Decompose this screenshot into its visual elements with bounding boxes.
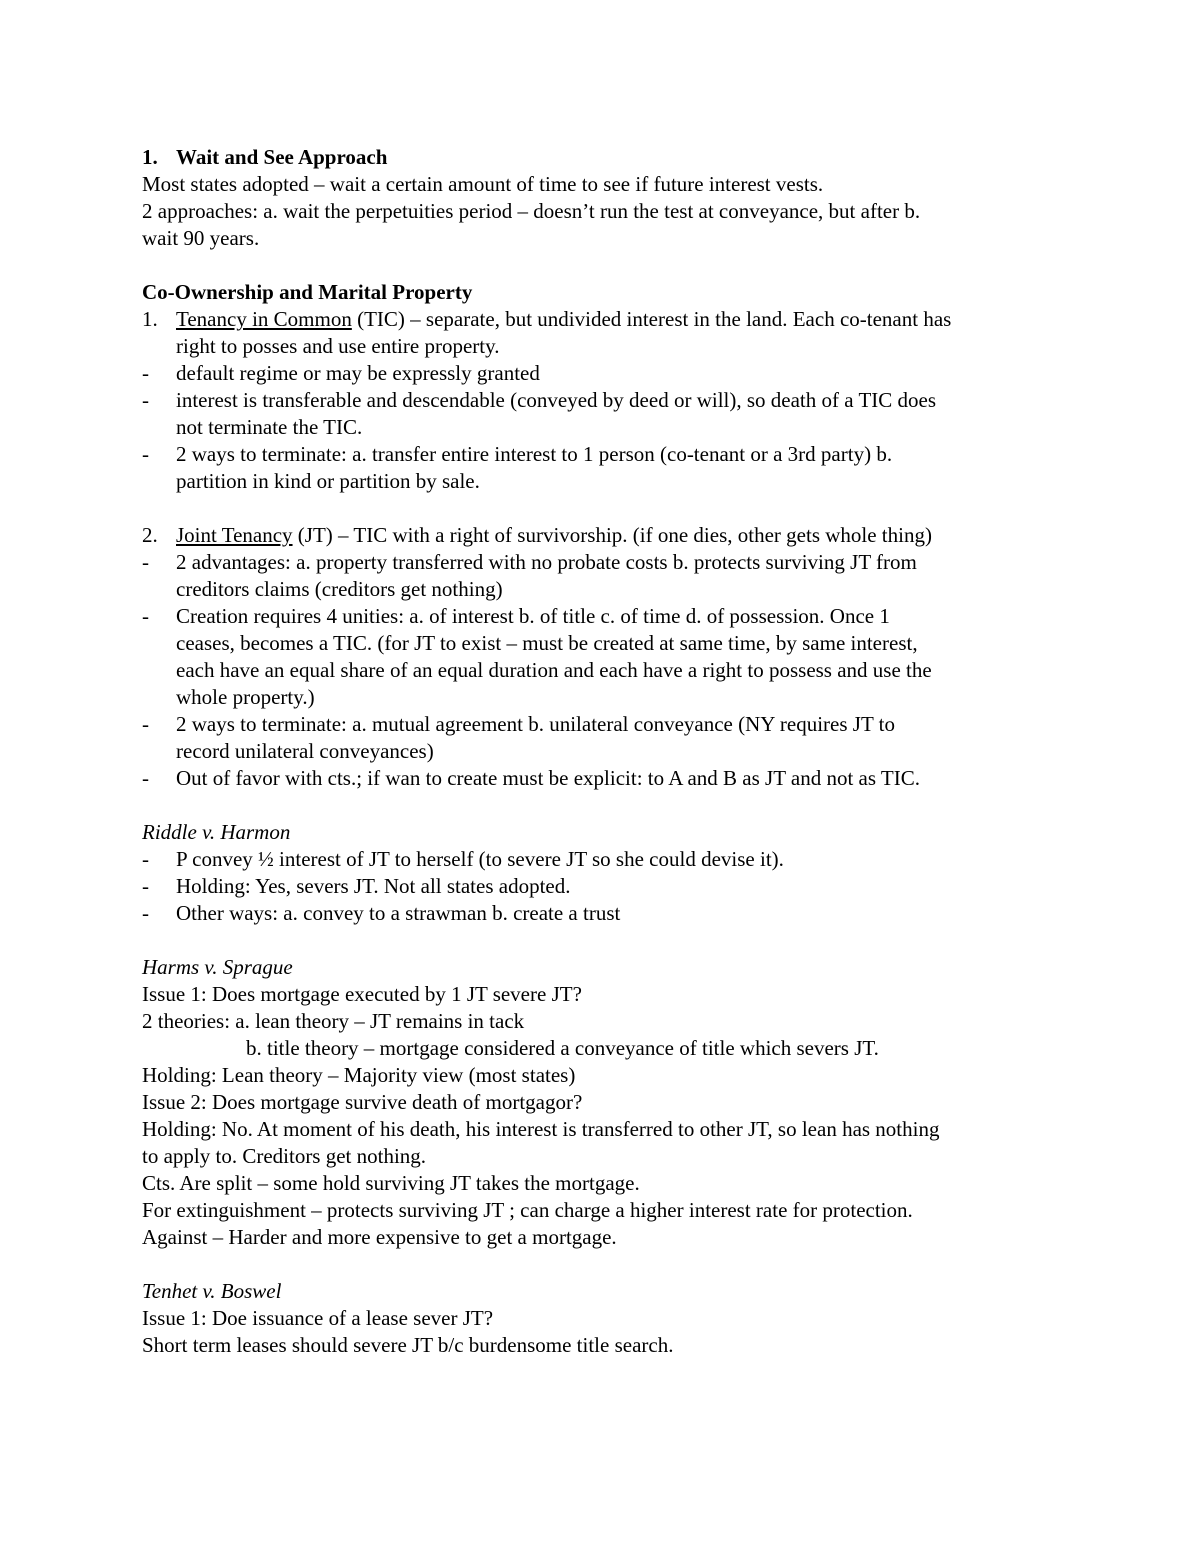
bullet-text: ceases, becomes a TIC. (for JT to exist – must be created at same time, by same interest,	[176, 631, 918, 655]
bullet-marker: -	[142, 766, 149, 790]
bullet-marker: -	[142, 604, 149, 628]
bullet-continuation	[142, 630, 1062, 657]
bullet-item	[142, 387, 1062, 414]
bullet-text: Other ways: a. convey to a strawman b. create a trust	[176, 901, 621, 925]
bullet-continuation	[142, 468, 1062, 495]
numbered-item-tic	[142, 306, 1062, 333]
bullet-text: 2 ways to terminate: a. transfer entire interest to 1 person (co-tenant or a 3rd party) b.	[176, 442, 893, 466]
bullet-marker: -	[142, 550, 149, 574]
item-number: 2.	[142, 523, 158, 547]
bullet-text: each have an equal share of an equal duration and each have a right to possess and use the	[176, 658, 932, 682]
tic-bullet-list	[142, 360, 1062, 495]
bullet-text: Out of favor with cts.; if wan to create must be explicit: to A and B as JT and not as TIC.	[176, 766, 921, 790]
paragraph-line: 2 approaches: a. wait the perpetuities period – doesn’t run the test at conveyance, but after b.	[142, 199, 921, 223]
paragraph-line: Most states adopted – wait a certain amount of time to see if future interest vests.	[142, 172, 824, 196]
riddle-bullet-list	[142, 846, 1062, 927]
document-page	[142, 144, 1062, 1359]
bullet-text: 2 ways to terminate: a. mutual agreement b. unilateral conveyance (NY requires JT to	[176, 712, 895, 736]
bullet-marker	[142, 738, 176, 765]
bullet-marker	[142, 657, 176, 684]
bullet-item	[142, 360, 1062, 387]
term-description: (JT) – TIC with a right of survivorship. (if one dies, other gets whole thing)	[292, 523, 932, 547]
paragraph-line: wait 90 years.	[142, 226, 260, 250]
bullet-text: not terminate the TIC.	[176, 415, 363, 439]
paragraph-line: For extinguishment – protects surviving JT ; can charge a higher interest rate for protection.	[142, 1198, 913, 1222]
paragraph-line: Issue 2: Does mortgage survive death of mortgagor?	[142, 1090, 583, 1114]
bullet-marker	[142, 684, 176, 711]
paragraph-line: Cts. Are split – some hold surviving JT takes the mortgage.	[142, 1171, 640, 1195]
bullet-item	[142, 765, 1062, 792]
bullet-marker: -	[142, 874, 149, 898]
bullet-marker: -	[142, 847, 149, 871]
bullet-item	[142, 873, 1062, 900]
bullet-marker	[142, 468, 176, 495]
bullet-continuation	[142, 576, 1062, 603]
case-title-harms: Harms v. Sprague	[142, 955, 293, 979]
bullet-item	[142, 549, 1062, 576]
jt-bullet-list	[142, 549, 1062, 792]
bullet-text: P convey ½ interest of JT to herself (to severe JT so she could devise it).	[176, 847, 784, 871]
bullet-marker: -	[142, 901, 149, 925]
paragraph-line: Holding: No. At moment of his death, his interest is transferred to other JT, so lean has nothing	[142, 1117, 940, 1141]
bullet-marker	[142, 414, 176, 441]
bullet-marker: -	[142, 442, 149, 466]
paragraph-line: 2 theories: a. lean theory – JT remains in tack	[142, 1009, 525, 1033]
term-joint-tenancy: Joint Tenancy	[176, 523, 293, 547]
bullet-item	[142, 441, 1062, 468]
paragraph-line: right to posses and use entire property.	[176, 334, 500, 358]
bullet-text: interest is transferable and descendable (conveyed by deed or will), so death of a TIC does	[176, 388, 937, 412]
paragraph-line: Against – Harder and more expensive to get a mortgage.	[142, 1225, 617, 1249]
heading-number: 1.	[142, 145, 158, 169]
bullet-text: 2 advantages: a. property transferred with no probate costs b. protects surviving JT from	[176, 550, 917, 574]
bullet-item	[142, 711, 1062, 738]
paragraph-line: Issue 1: Doe issuance of a lease sever JT?	[142, 1306, 494, 1330]
paragraph-line: b. title theory – mortgage considered a conveyance of title which severs JT.	[246, 1036, 879, 1060]
paragraph-line: Short term leases should severe JT b/c burdensome title search.	[142, 1333, 674, 1357]
bullet-item	[142, 900, 1062, 927]
bullet-text: whole property.)	[176, 685, 315, 709]
bullet-text: creditors claims (creditors get nothing)	[176, 577, 503, 601]
numbered-item-jt	[142, 522, 1062, 549]
bullet-marker: -	[142, 388, 149, 412]
bullet-marker: -	[142, 361, 149, 385]
bullet-continuation	[142, 738, 1062, 765]
paragraph-line: Issue 1: Does mortgage executed by 1 JT severe JT?	[142, 982, 582, 1006]
bullet-continuation	[142, 684, 1062, 711]
bullet-item	[142, 603, 1062, 630]
bullet-text: record unilateral conveyances)	[176, 739, 434, 763]
bullet-marker	[142, 630, 176, 657]
section-heading-co-ownership: Co-Ownership and Marital Property	[142, 280, 473, 304]
bullet-marker: -	[142, 712, 149, 736]
bullet-continuation	[142, 657, 1062, 684]
item-number: 1.	[142, 307, 158, 331]
bullet-marker	[142, 576, 176, 603]
term-description: (TIC) – separate, but undivided interest in the land. Each co-tenant has	[351, 307, 952, 331]
heading-text: Wait and See Approach	[176, 145, 388, 169]
paragraph-line: Holding: Lean theory – Majority view (most states)	[142, 1063, 576, 1087]
term-tenancy-in-common: Tenancy in Common	[176, 307, 352, 331]
case-title-tenhet: Tenhet v. Boswel	[142, 1279, 282, 1303]
paragraph-line: to apply to. Creditors get nothing.	[142, 1144, 427, 1168]
bullet-text: default regime or may be expressly granted	[176, 361, 540, 385]
bullet-text: Creation requires 4 unities: a. of interest b. of title c. of time d. of possession. Once 1	[176, 604, 890, 628]
section-heading-wait-and-see	[142, 144, 1062, 171]
case-title-riddle: Riddle v. Harmon	[142, 820, 291, 844]
bullet-text: Holding: Yes, severs JT. Not all states adopted.	[176, 874, 571, 898]
bullet-text: partition in kind or partition by sale.	[176, 469, 480, 493]
bullet-continuation	[142, 414, 1062, 441]
bullet-item	[142, 846, 1062, 873]
